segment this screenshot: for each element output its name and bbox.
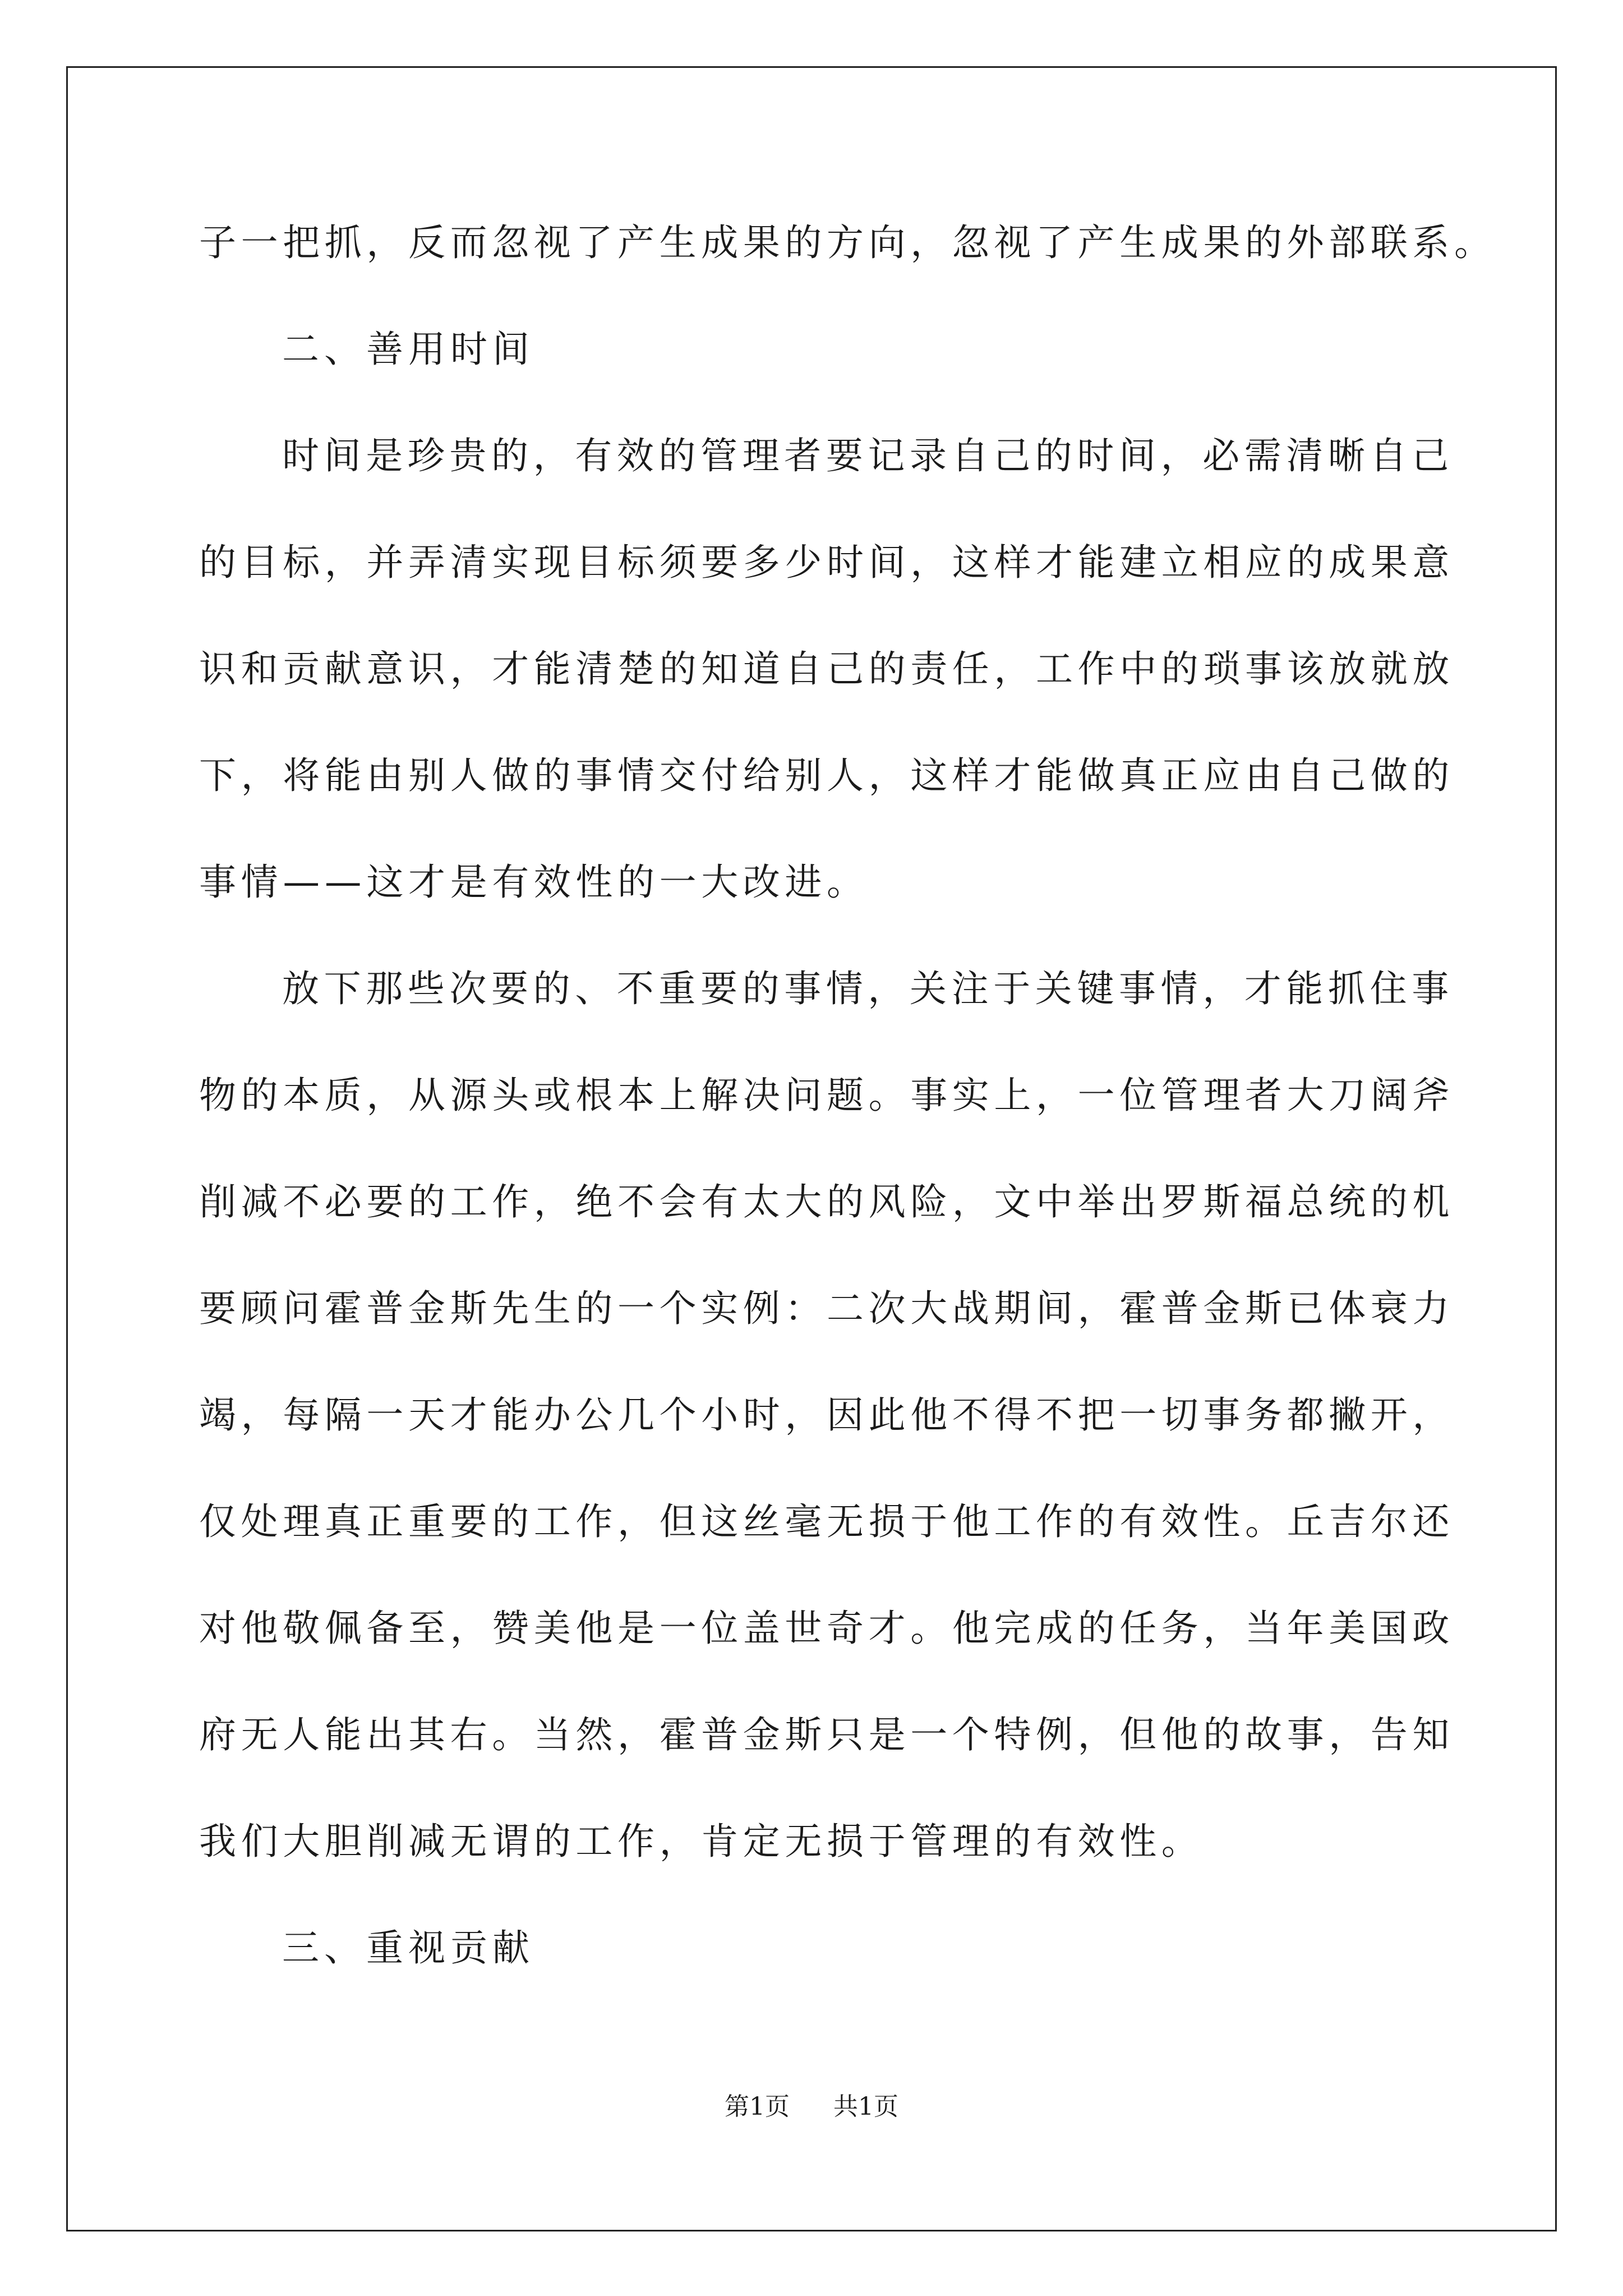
text-line: 物的本质，从源头或根本上解决问题。事实上，一位管理者大刀阔斧 <box>199 1074 1454 1117</box>
text-line: 的目标，并弄清实现目标须要多少时间，这样才能建立相应的成果意 <box>199 541 1454 584</box>
text-line: 放下那些次要的、不重要的事情，关注于关键事情，才能抓住事 <box>282 967 1454 1010</box>
text-line: 竭，每隔一天才能办公几个小时，因此他不得不把一切事务都撇开， <box>199 1393 1454 1437</box>
text-line: 要顾问霍普金斯先生的一个实例：二次大战期间，霍普金斯已体衰力 <box>199 1287 1454 1330</box>
section-heading: 二、善用时间 <box>282 328 534 371</box>
page-number: 第1页 <box>725 2092 790 2121</box>
text-line: 削减不必要的工作，绝不会有太大的风险，文中举出罗斯福总统的机 <box>199 1180 1454 1223</box>
page-footer <box>0 2090 1623 2124</box>
text-line: 府无人能出其右。当然，霍普金斯只是一个特例，但他的故事，告知 <box>199 1713 1454 1756</box>
section-heading: 三、重视贡献 <box>282 1926 534 1970</box>
text-line: 仅处理真正重要的工作，但这丝毫无损于他工作的有效性。丘吉尔还 <box>199 1500 1454 1543</box>
page-total: 共1页 <box>833 2092 898 2121</box>
text-line: 我们大胆削减无谓的工作，肯定无损于管理的有效性。 <box>199 1820 1204 1863</box>
text-line: 识和贡献意识，才能清楚的知道自己的责任，工作中的琐事该放就放 <box>199 647 1454 691</box>
text-line: 时间是珍贵的，有效的管理者要记录自己的时间，必需清晰自己 <box>282 434 1454 477</box>
page-border <box>66 66 1557 2231</box>
text-line: 子一把抓，反而忽视了产生成果的方向，忽视了产生成果的外部联系。 <box>199 221 1496 264</box>
text-line: 对他敬佩备至，赞美他是一位盖世奇才。他完成的任务，当年美国政 <box>199 1607 1454 1650</box>
text-line: 下，将能由别人做的事情交付给别人，这样才能做真正应由自己做的 <box>199 754 1454 797</box>
text-line: 事情——这才是有效性的一大改进。 <box>199 861 869 904</box>
